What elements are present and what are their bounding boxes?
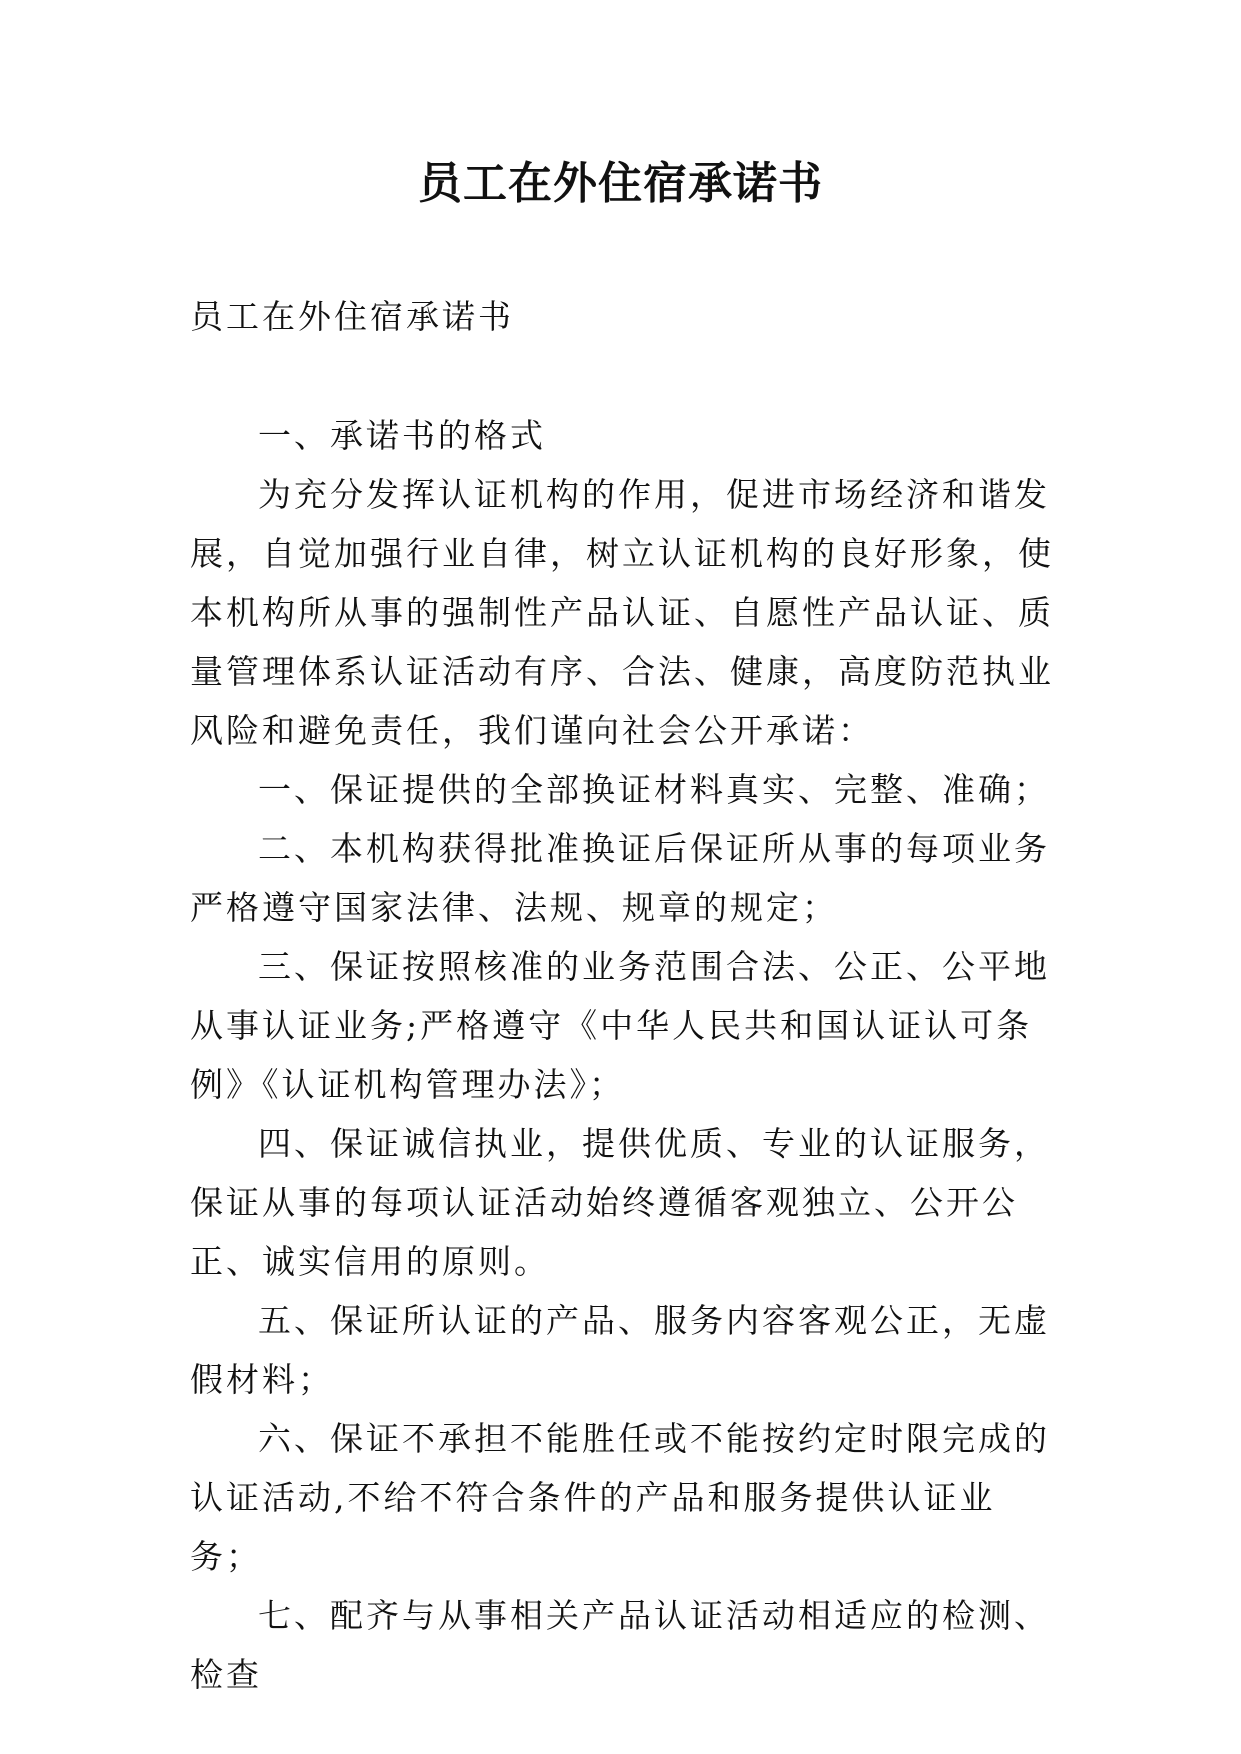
commitment-item-6: 六、保证不承担不能胜任或不能按约定时限完成的认证活动,不给不符合条件的产品和服务提供认证业务；: [190, 1419, 1050, 1576]
document-title: 员工在外住宿承诺书: [418, 158, 823, 209]
commitment-item-5: 五、保证所认证的产品、服务内容客观公正，无虚假材料；: [190, 1301, 1050, 1399]
section-heading-format: 一、承诺书的格式: [258, 416, 546, 455]
commitment-item-2: 二、本机构获得批准换证后保证所从事的每项业务严格遵守国家法律、法规、规章的规定；: [190, 829, 1050, 927]
commitment-item-7: 七、配齐与从事相关产品认证活动相适应的检测、检查: [190, 1596, 1050, 1694]
commitment-item-1: 一、保证提供的全部换证材料真实、完整、准确；: [258, 770, 1050, 809]
commitment-item-4: 四、保证诚信执业，提供优质、专业的认证服务，保证从事的每项认证活动始终遵循客观独立、公开公正、诚实信用的原则。: [190, 1124, 1050, 1281]
commitment-item-3: 三、保证按照核准的业务范围合法、公正、公平地从事认证业务;严格遵守《中华人民共和国认证认可条例》《认证机构管理办法》；: [190, 947, 1050, 1104]
document-body: [190, 287, 1056, 1704]
intro-paragraph: 为充分发挥认证机构的作用，促进市场经济和谐发展，自觉加强行业自律，树立认证机构的良好形象，使本机构所从事的强制性产品认证、自愿性产品认证、质量管理体系认证活动有序、合法、健康，高度防范执业风险和避免责任，我们谨向社会公开承诺：: [190, 475, 1054, 750]
document-subtitle: 员工在外住宿承诺书: [190, 297, 514, 336]
